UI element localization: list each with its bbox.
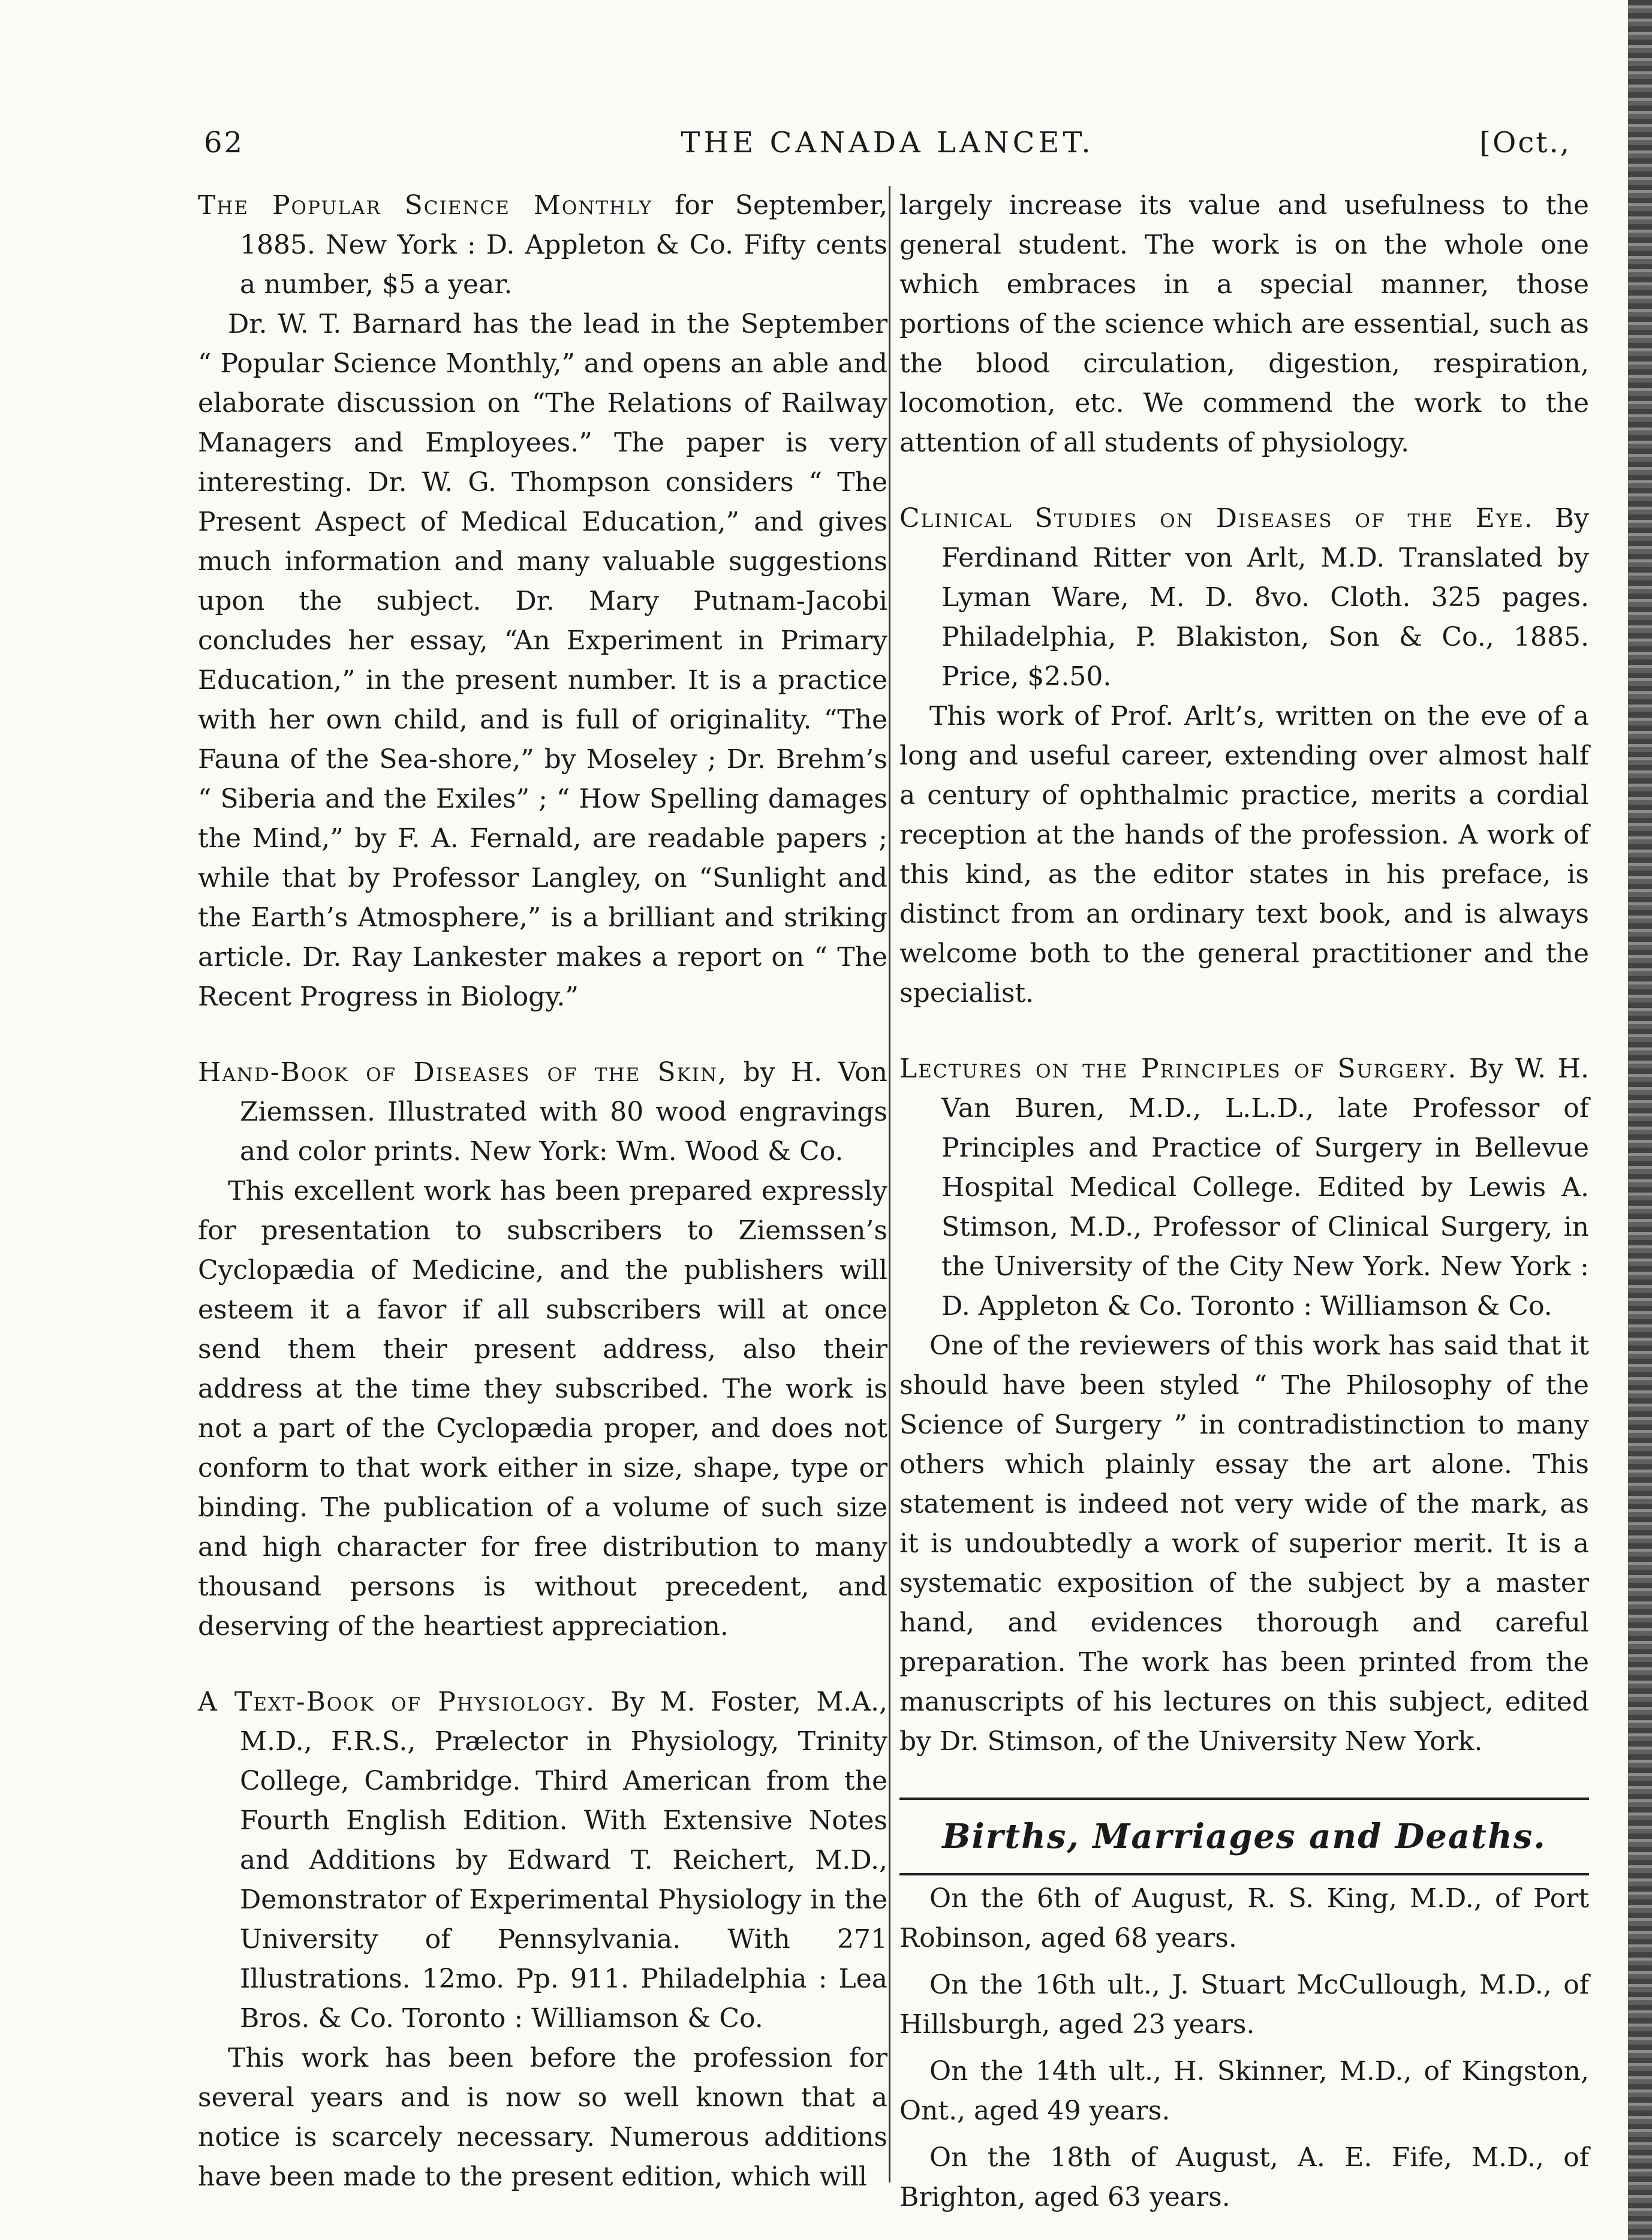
left-column — [198, 186, 888, 2192]
review-eye-diseases — [899, 499, 1589, 1013]
review-surgery-lectures — [899, 1049, 1589, 1762]
review-citation: By W. H. Van Buren, M.D., L.L.D., late Professor of Principles and Practice of Surgery in Bellevue Hospital Medical College. Edited by Lewis A. Stimson, M.D., Professor of Clinical Surgery, in the University of the City New York. New York : D. Appleton & Co. Toronto : Williamson & Co. — [941, 1053, 1589, 1321]
review-heading — [899, 499, 1589, 697]
issue-month: [Oct., — [1479, 126, 1571, 159]
review-body: This excellent work has been prepared expressly for presentation to subscribers to Ziemssen’s Cyclopædia of Medicine, and the publishers will esteem it a favor if all subscribers will at once send them their present address, also their address at the time they subscribed. The work is not a part of the Cyclopædia proper, and does not conform to that work either in size, shape, type or binding. The publication of a volume of such size and high character for free distribution to many thousand persons is without precedent, and deserving of the heartiest appreciation. — [198, 1176, 887, 1642]
journal-title: THE CANADA LANCET. — [681, 126, 1094, 159]
review-citation: By Ferdinand Ritter von Arlt, M.D. Translated by Lyman Ware, M. D. 8vo. Cloth. 325 pages. Philadelphia, P. Blakiston, Son & Co., 1885. Price, $2.50. — [941, 503, 1589, 692]
review-heading — [198, 1682, 887, 2039]
section-rule-top — [899, 1798, 1589, 1800]
review-body: One of the reviewers of this work has said that it should have been styled “ The Philosophy of the Science of Surgery ” in contradistinction to many others which plainly essay the art alone. This statement is indeed not very wide of the mark, as it is undoubtedly a work of superior merit. It is a systematic exposition of the subject by a master hand, and evidences thorough and careful preparation. The work has been printed from the manuscripts of his lectures on this subject, edited by Dr. Stimson, of the University New York. — [899, 1330, 1589, 1757]
review-title: Clinical Studies on Diseases of the Eye. — [899, 503, 1534, 534]
review-body: Dr. W. T. Barnard has the lead in the September “ Popular Science Monthly,” and opens an able and elaborate discussion on “The Relations of Railway Managers and Employees.” The paper is very interesting. Dr. W. G. Thompson considers “ The Present Aspect of Medical Education,” and gives much information and many valuable suggestions upon the subject. Dr. Mary Putnam-Jacobi concludes her essay, “An Experiment in Primary Education,” in the present number. It is a practice with her own child, and is full of originality. “The Fauna of the Sea-shore,” by Moseley ; Dr. Brehm’s “ Siberia and the Exiles” ; “ How Spelling damages the Mind,” by F. A. Fernald, are readable papers ; while that by Professor Langley, on “Sunlight and the Earth’s Atmosphere,” is a brilliant and striking article. Dr. Ray Lankester makes a report on “ The Recent Progress in Biology.” — [198, 309, 887, 1012]
review-body-continued: largely increase its value and usefulness to the general student. The work is on the whole one which embraces in a special manner, those portions of the science which are essential, such as the blood circulation, digestion, respiration, locomotion, etc. We commend the work to the attention of all students of physiology. — [899, 190, 1589, 458]
review-body: This work of Prof. Arlt’s, written on the eve of a long and useful career, extending over almost half a century of ophthalmic practice, merits a cordial reception at the hands of the profession. A work of this kind, as the editor states in his preface, is distinct from an ordinary text book, and is always welcome both to the general practitioner and the specialist. — [899, 701, 1589, 1008]
page-number: 62 — [204, 126, 245, 159]
page-edge — [1628, 0, 1652, 2240]
review-title: A Text-Book of Physiology. — [198, 1687, 595, 1717]
column-divider — [889, 186, 890, 2182]
death-notice: On the 16th ult., J. Stuart McCullough, M.D., of Hillsburgh, aged 23 years. — [899, 1970, 1589, 2040]
review-heading — [899, 1049, 1589, 1326]
review-title: Hand-Book of Diseases of the Skin, — [198, 1057, 728, 1088]
right-column — [899, 186, 1589, 2212]
running-header — [204, 120, 1571, 174]
review-skin-diseases — [198, 1053, 887, 1646]
death-notice: On the 14th ult., H. Skinner, M.D., of Kingston, Ont., aged 49 years. — [899, 2056, 1589, 2126]
section-rule-bottom — [899, 1873, 1589, 1875]
review-citation: by H. Von Ziemssen. Illustrated with 80 wood engravings and color prints. New York: Wm. Wood & Co. — [240, 1057, 887, 1167]
death-notice: On the 6th of August, R. S. King, M.D., of Port Robinson, aged 68 years. — [899, 1883, 1589, 1953]
review-citation: for September, 1885. New York : D. Appleton & Co. Fifty cents a number, $5 a year. — [240, 190, 888, 300]
death-notice: On the 18th of August, A. E. Fife, M.D., of Brighton, aged 63 years. — [899, 2142, 1589, 2212]
review-body: This work has been before the profession for several years and is now so well known that a notice is scarcely necessary. Numerous additions have been made to the present edition, which will — [198, 2043, 887, 2192]
review-heading — [198, 186, 887, 305]
review-title: The Popular Science Monthly — [198, 190, 653, 221]
review-title: Lectures on the Principles of Surgery. — [899, 1053, 1458, 1084]
review-physiology — [198, 1682, 887, 2197]
review-physiology-continued — [899, 186, 1589, 463]
review-popular-science — [198, 186, 887, 1017]
review-heading — [198, 1053, 887, 1172]
section-title: Births, Marriages and Deaths. — [942, 1817, 1546, 1856]
births-marriages-deaths-section — [899, 1798, 1589, 2217]
review-citation: By M. Foster, M.A., M.D., F.R.S., Prælector in Physiology, Trinity College, Cambridge. Third American from the Fourth English Edition. With Extensive Notes and Additions by Edward T. Reichert, M.D., Demonstrator of Experimental Physiology in the University of Pennsylvania. With 271 Illustrations. 12mo. Pp. 911. Philadelphia : Lea Bros. & Co. Toronto : Williamson & Co. — [240, 1687, 887, 2034]
